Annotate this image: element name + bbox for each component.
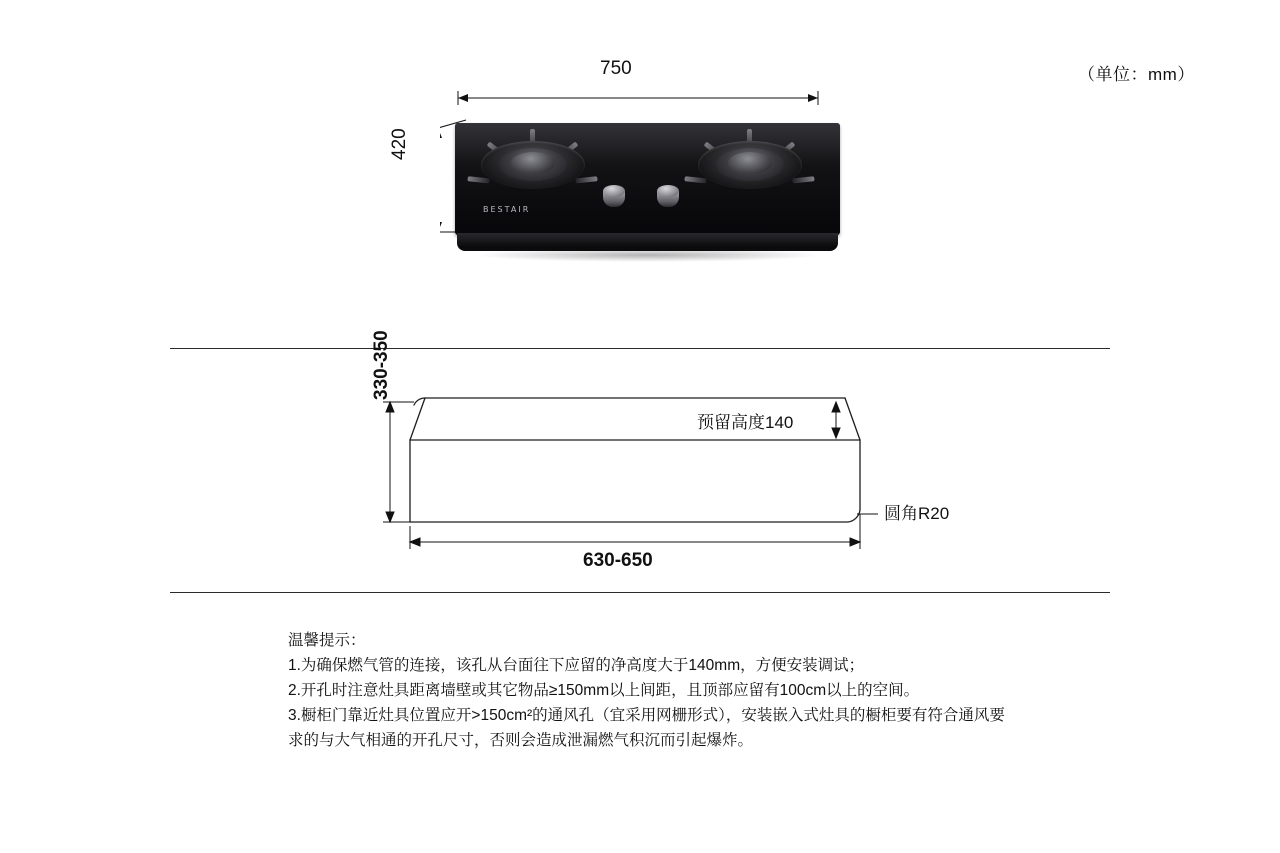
cooktop-shadow: [473, 248, 823, 262]
corner-radius-label: 圆角R20: [884, 504, 950, 523]
control-knob-right[interactable]: [657, 185, 679, 211]
note-item-3: 3.橱柜门靠近灶具位置应开>150cm²的通风孔（宜采用网栅形式），安装嵌入式灶具的橱柜要有符合通风要求的与大气相通的开孔尺寸，否则会造成泄漏燃气积沉而引起爆炸。: [288, 707, 1005, 750]
cutout-depth-dimension: 330-350: [371, 330, 392, 400]
unit-note: （单位：mm）: [1078, 65, 1195, 84]
burner-right: [698, 133, 802, 195]
cooktop-illustration: [455, 123, 845, 263]
section-divider-bottom: [170, 592, 1110, 593]
brand-logo: BESTAIR: [483, 205, 531, 214]
notes-block: [288, 628, 1008, 754]
note-item-2: 2.开孔时注意灶具距离墙壁或其它物品≥150mm以上间距，且顶部应留有100cm以上的空间。: [288, 682, 920, 700]
section-divider-top: [170, 348, 1110, 349]
notes-title: 温馨提示：: [288, 632, 366, 649]
product-depth-dimension: 420: [389, 128, 410, 160]
cooktop-glass-panel: [455, 123, 840, 235]
control-knob-left[interactable]: [603, 185, 625, 211]
cutout-width-dimension: 630-650: [583, 550, 653, 571]
product-width-dimension: 750: [600, 58, 632, 79]
note-item-1: 1.为确保燃气管的连接，该孔从台面往下应留的净高度大于140mm，方便安装调试；: [288, 657, 865, 675]
burner-left: [481, 133, 585, 195]
cutout-drawing: [370, 380, 910, 560]
reserve-height-label: 预留高度140: [697, 413, 794, 432]
